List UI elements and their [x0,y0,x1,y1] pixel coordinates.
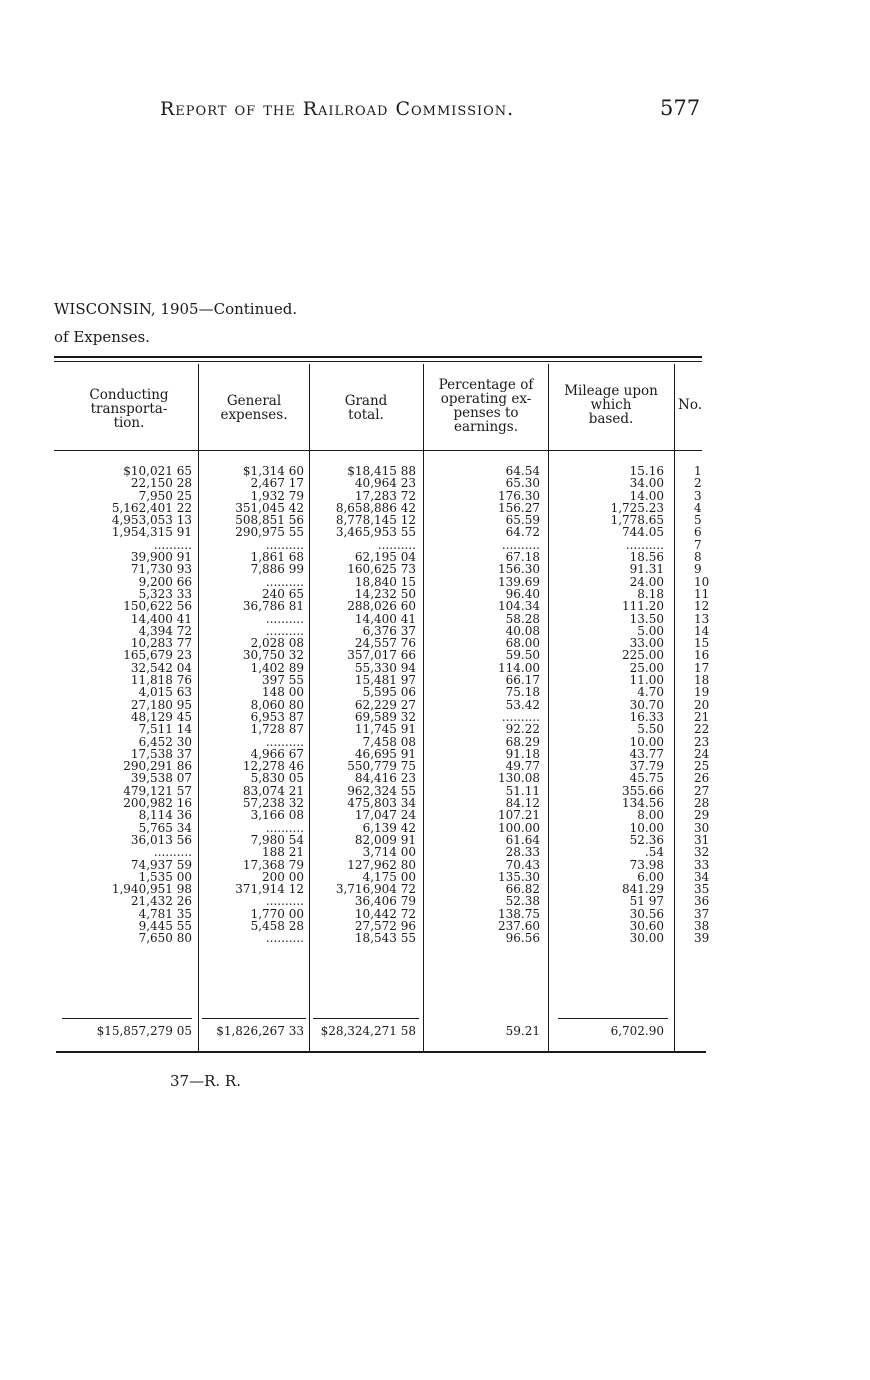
row-number: 17 [694,660,710,675]
table-cell: 33.00 [629,636,664,651]
table-cell: 4,781 35 [138,906,192,921]
row-number: 20 [694,697,710,712]
table-cell: 15,481 97 [354,673,416,688]
table-cell: .......... [265,537,304,552]
table-body [0,465,870,945]
table-cell: 3,714 00 [362,845,416,860]
table-cell: 18,840 15 [354,574,416,589]
table-cell: 30.70 [629,697,664,712]
table-cell: 1,940,951 98 [111,882,192,897]
table-cell: .......... [265,820,304,835]
totals-rule [62,1018,192,1019]
row-number: 5 [694,513,702,528]
column-header: General expenses. [220,393,288,423]
table-cell: 14,400 41 [130,611,192,626]
row-number: 2 [694,476,702,491]
table-cell: 138.75 [498,906,540,921]
table-row [0,526,870,538]
table-cell: 40,964 23 [354,476,416,491]
table-row [0,932,870,944]
table-cell: 7,886 99 [250,562,304,577]
table-cell: $18,415 88 [347,464,416,478]
table-cell: 3,465,953 55 [335,525,416,540]
table-cell: 2,028 08 [250,636,304,651]
header-rule [54,450,702,451]
table-cell: 91.18 [505,746,540,761]
table-cell: 4,015 63 [138,685,192,700]
table-cell: 37.79 [629,759,664,774]
table-cell: 6,139 42 [362,820,416,835]
table-cell: $1,314 60 [242,464,304,478]
row-number: 35 [694,882,710,897]
table-cell: 355.66 [622,783,664,798]
table-cell: 25.00 [629,660,664,675]
table-cell: 36,013 56 [130,832,192,847]
table-row [0,736,870,748]
table-cell: 962,324 55 [347,783,416,798]
table-cell: 1,861 68 [250,550,304,565]
table-cell: 4,953,053 13 [111,513,192,528]
row-number: 9 [694,562,702,577]
table-row [0,686,870,698]
table-cell: .......... [501,709,540,724]
table-cell: 1,725.23 [610,500,664,515]
table-cell: 6,702.90 [610,1024,664,1038]
table-cell: .......... [265,611,304,626]
table-cell: 24,557 76 [354,636,416,651]
table-cell: 36,406 79 [354,894,416,909]
table-cell: 59.50 [505,648,540,663]
table-cell: 156.27 [498,500,540,515]
table-cell: $1,826,267 33 [216,1024,304,1038]
table-cell: 5,765 34 [138,820,192,835]
table-cell: 10,283 77 [130,636,192,651]
column-header: Conducting transporta- tion. [89,387,169,431]
table-cell: 65.30 [505,476,540,491]
row-number: 37 [694,906,710,921]
table-cell: 104.34 [498,599,540,614]
row-number: 38 [694,918,710,933]
table-cell: 70.43 [505,857,540,872]
table-cell: 2,467 17 [250,476,304,491]
row-number: 32 [694,845,710,860]
table-cell: 1,778.65 [610,513,664,528]
table-cell: 84,416 23 [354,771,416,786]
table-cell: 68.00 [505,636,540,651]
top-rule [54,356,702,358]
table-cell: 200 00 [262,869,304,884]
table-cell: .......... [265,894,304,909]
table-cell: 8.00 [637,808,664,823]
table-cell: 290,975 55 [235,525,304,540]
table-cell: 4,175 00 [362,869,416,884]
table-cell: 52.36 [629,832,664,847]
table-cell: 550,779 75 [347,759,416,774]
table-cell: 479,121 57 [123,783,192,798]
table-cell: 744.05 [622,525,664,540]
row-number: 4 [694,500,702,515]
table-cell: 27,180 95 [130,697,192,712]
table-cell: 36,786 81 [242,599,304,614]
table-cell: 21,432 26 [130,894,192,909]
table-cell: 5,162,401 22 [111,500,192,515]
column-header: No. [678,397,702,413]
table-cell: 18.56 [629,550,664,565]
table-cell: 1,932 79 [250,488,304,503]
table-cell: 92.22 [505,722,540,737]
signature-mark: 37—R. R. [170,1072,241,1090]
table-cell: 371,914 12 [235,882,304,897]
row-number: 33 [694,857,710,872]
totals-rule [313,1018,419,1019]
row-number: 10 [694,574,710,589]
table-cell: 6,376 37 [362,623,416,638]
table-row [0,895,870,907]
table-cell: 96.56 [505,931,540,946]
table-cell: 237.60 [498,918,540,933]
row-number: 25 [694,759,710,774]
table-cell: 30,750 32 [242,648,304,663]
table-cell: 3,716,904 72 [335,882,416,897]
table-cell: 351,045 42 [235,500,304,515]
table-cell: .......... [377,537,416,552]
table-cell: 32,542 04 [130,660,192,675]
table-cell: 53.42 [505,697,540,712]
row-number: 7 [694,537,702,552]
table-row [0,649,870,661]
row-number: 23 [694,734,710,749]
table-row [0,723,870,735]
table-cell: .......... [625,537,664,552]
table-cell: 30.56 [629,906,664,921]
row-number: 21 [694,709,710,724]
table-cell: 39,900 91 [130,550,192,565]
table-cell: 7,458 08 [362,734,416,749]
table-cell: 130.08 [498,771,540,786]
table-cell: 39,538 07 [130,771,192,786]
table-row [0,674,870,686]
table-cell: 5,323 33 [138,586,192,601]
table-cell: 66.82 [505,882,540,897]
table-cell: 69,589 32 [354,709,416,724]
table-cell: 49.77 [505,759,540,774]
table-row [0,711,870,723]
table-cell: $28,324,271 58 [320,1024,416,1038]
table-cell: 64.72 [505,525,540,540]
table-cell: 176.30 [498,488,540,503]
table-cell: 10,442 72 [354,906,416,921]
table-cell: 11,818 76 [130,673,192,688]
table-cell: 6,452 30 [138,734,192,749]
table-cell: 64.54 [505,464,540,478]
table-cell: 156.30 [498,562,540,577]
table-cell: 91.31 [629,562,664,577]
row-number: 19 [694,685,710,700]
table-cell: 1,954,315 91 [111,525,192,540]
table-cell: 14.00 [629,488,664,503]
table-cell: 160,625 73 [347,562,416,577]
table-cell: 57,238 32 [242,796,304,811]
table-cell: 48,129 45 [130,709,192,724]
table-cell: 139.69 [498,574,540,589]
table-row [0,563,870,575]
table-cell: 4.70 [637,685,664,700]
table-cell: 397 55 [262,673,304,688]
table-cell: 100.00 [498,820,540,835]
table-cell: 6,953 87 [250,709,304,724]
table-cell: 200,982 16 [123,796,192,811]
row-number: 39 [694,931,710,946]
table-cell: .......... [153,537,192,552]
table-cell: 1,535 00 [138,869,192,884]
table-cell: 82,009 91 [354,832,416,847]
row-number: 3 [694,488,702,503]
row-number: 11 [694,586,710,601]
table-row [0,797,870,809]
row-number: 1 [694,464,702,478]
table-cell: 46,695 91 [354,746,416,761]
table-cell: 1,770 00 [250,906,304,921]
row-number: 12 [694,599,710,614]
table-cell: 7,950 25 [138,488,192,503]
table-cell: 127,962 80 [347,857,416,872]
table-cell: 66.17 [505,673,540,688]
table-cell: 10.00 [629,734,664,749]
table-cell: 13.50 [629,611,664,626]
table-cell: 15.16 [629,464,664,478]
totals-rule [558,1018,668,1019]
table-row [0,600,870,612]
table-cell: 52.38 [505,894,540,909]
table-cell: 17,538 37 [130,746,192,761]
table-cell: 3,166 08 [250,808,304,823]
row-number: 13 [694,611,710,626]
table-cell: 65.59 [505,513,540,528]
table-cell: .......... [265,734,304,749]
table-cell: 475,803 34 [347,796,416,811]
row-number: 27 [694,783,710,798]
table-cell: 74,937 59 [130,857,192,872]
table-cell: 24.00 [629,574,664,589]
table-cell: 43.77 [629,746,664,761]
table-cell: 30.00 [629,931,664,946]
table-cell: 11,745 91 [354,722,416,737]
table-cell: 62,229 27 [354,697,416,712]
table-cell: .......... [153,845,192,860]
table-cell: 16.33 [629,709,664,724]
table-cell: 165,679 23 [123,648,192,663]
table-cell: 40.08 [505,623,540,638]
column-header: Mileage upon which based. [564,383,658,427]
table-cell: 114.00 [498,660,540,675]
row-number: 15 [694,636,710,651]
table-cell: 7,980 54 [250,832,304,847]
row-number: 26 [694,771,710,786]
row-number: 29 [694,808,710,823]
table-cell: 150,622 56 [123,599,192,614]
table-cell: 8,658,886 42 [335,500,416,515]
table-cell: 11.00 [629,673,664,688]
table-cell: 111.20 [622,599,664,614]
table-cell: 5.00 [637,623,664,638]
table-row [0,613,870,625]
table-cell: 107.21 [498,808,540,823]
table-cell: 27,572 96 [354,918,416,933]
table-cell: 96.40 [505,586,540,601]
running-head: Report of the Railroad Commission. [160,98,515,120]
column-header: Percentage of operating ex- penses to earnings. [438,377,534,435]
table-cell: 83,074 21 [242,783,304,798]
table-cell: 1,402 89 [250,660,304,675]
table-cell: 51.11 [505,783,540,798]
table-cell: 61.64 [505,832,540,847]
table-cell: 14,232 50 [354,586,416,601]
row-number: 31 [694,832,710,847]
table-row [0,477,870,489]
table-cell: 34.00 [629,476,664,491]
table-cell: 290,291 86 [123,759,192,774]
table-cell: 5,595 06 [362,685,416,700]
table-cell: 4,966 67 [250,746,304,761]
bottom-rule [56,1051,706,1053]
table-cell: .......... [265,931,304,946]
table-row [0,908,870,920]
table-cell: 18,543 55 [354,931,416,946]
row-number: 30 [694,820,710,835]
totals-rule [202,1018,306,1019]
table-cell: 134.56 [622,796,664,811]
table-cell: 67.18 [505,550,540,565]
table-cell: 357,017 66 [347,648,416,663]
table-cell: 135.30 [498,869,540,884]
table-row [0,772,870,784]
table-cell: 55,330 94 [354,660,416,675]
table-cell: 5,830 05 [250,771,304,786]
table-cell: 71,730 93 [130,562,192,577]
table-row [0,809,870,821]
table-cell: $15,857,279 05 [96,1024,192,1038]
table-cell: .54 [644,845,664,860]
table-cell: 8,778,145 12 [335,513,416,528]
top-rule-thin [54,361,702,362]
row-number: 8 [694,550,702,565]
table-cell: 148 00 [262,685,304,700]
table-cell: 508,851 56 [235,513,304,528]
row-number: 24 [694,746,710,761]
table-cell: 68.29 [505,734,540,749]
table-cell: 75.18 [505,685,540,700]
table-cell: 841.29 [622,882,664,897]
table-row [0,859,870,871]
table-cell: .......... [501,537,540,552]
table-cell: 9,200 66 [138,574,192,589]
table-cell: 30.60 [629,918,664,933]
table-cell: 9,445 55 [138,918,192,933]
table-cell: 59.21 [505,1024,540,1038]
table-cell: 5.50 [637,722,664,737]
table-cell: 12,278 46 [242,759,304,774]
row-number: 18 [694,673,710,688]
row-number: 14 [694,623,710,638]
table-row [0,576,870,588]
table-cell: 45.75 [629,771,664,786]
row-number: 28 [694,796,710,811]
table-cell: 225.00 [622,648,664,663]
table-cell: 17,047 24 [354,808,416,823]
table-cell: 7,650 80 [138,931,192,946]
page-number: 577 [660,96,701,120]
table-cell: 4,394 72 [138,623,192,638]
table-cell: 188 21 [262,845,304,860]
table-cell: .......... [265,623,304,638]
table-subtitle: of Expenses. [54,328,150,346]
table-cell: 51 97 [629,894,664,909]
table-cell: 8,114 36 [138,808,192,823]
table-cell: 7,511 14 [138,722,192,737]
table-cell: 62,195 04 [354,550,416,565]
row-number: 34 [694,869,710,884]
table-cell: 73.98 [629,857,664,872]
table-cell: 17,283 72 [354,488,416,503]
table-title: WISCONSIN, 1905—Continued. [54,300,298,318]
column-header: Grand total. [344,393,388,423]
row-number: 22 [694,722,710,737]
table-cell: $10,021 65 [123,464,192,478]
table-row [0,846,870,858]
table-cell: 58.28 [505,611,540,626]
table-cell: 1,728 87 [250,722,304,737]
table-cell: 6.00 [637,869,664,884]
table-cell: 8,060 80 [250,697,304,712]
table-cell: 8.18 [637,586,664,601]
table-cell: 17,368 79 [242,857,304,872]
table-cell: 10.00 [629,820,664,835]
table-cell: 240 65 [262,586,304,601]
table-cell: .......... [265,574,304,589]
table-cell: 28.33 [505,845,540,860]
row-number: 16 [694,648,710,663]
table-cell: 288,026 60 [347,599,416,614]
table-cell: 5,458 28 [250,918,304,933]
table-row [0,834,870,846]
row-number: 36 [694,894,710,909]
table-cell: 84.12 [505,796,540,811]
row-number: 6 [694,525,702,540]
table-cell: 14,400 41 [354,611,416,626]
table-cell: 22,150 28 [130,476,192,491]
table-row [0,920,870,932]
